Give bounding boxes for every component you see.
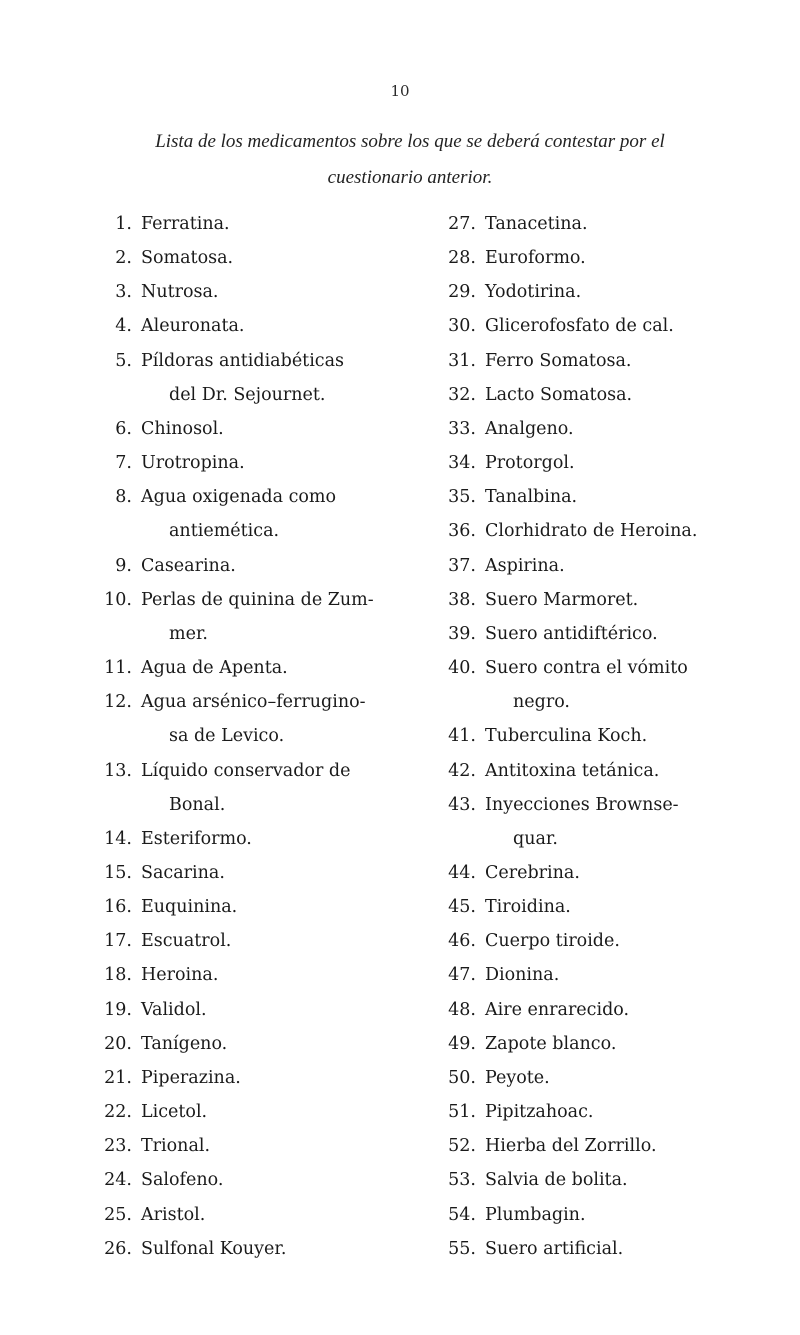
list-item	[94, 207, 434, 241]
item-text: Tanacetina.	[485, 214, 588, 234]
item-text: Aleuronata.	[141, 316, 245, 337]
item-number: 39.	[448, 623, 476, 644]
item-number: 34.	[448, 453, 476, 474]
item-text: Salofeno.	[141, 1170, 224, 1191]
item-number: 28.	[448, 248, 476, 269]
item-text: Dionina.	[485, 965, 560, 986]
item-number: 23.	[104, 1136, 132, 1157]
item-text: Perlas de quinina de Zum-	[141, 589, 374, 610]
item-text: Plumbagin.	[485, 1204, 586, 1225]
item-number: 14.	[104, 828, 132, 849]
item-number: 26.	[104, 1238, 132, 1259]
item-text: Escuatrol.	[141, 931, 232, 952]
item-number: 15.	[104, 862, 132, 883]
item-text: Sulfonal Kouyer.	[141, 1238, 287, 1259]
list-item	[438, 207, 798, 241]
list-item	[438, 719, 798, 753]
item-text: Hierba del Zorrillo.	[485, 1136, 657, 1157]
item-number: 53.	[448, 1170, 476, 1191]
item-number: 49.	[448, 1033, 476, 1054]
list-item	[438, 1129, 798, 1163]
item-number: 6.	[115, 418, 132, 439]
item-number: 11.	[104, 658, 132, 679]
list-item	[94, 617, 434, 651]
list-item	[94, 514, 434, 548]
item-number: 22.	[104, 1102, 132, 1123]
item-number: 48.	[448, 999, 476, 1020]
list-item	[94, 754, 434, 788]
item-text: negro.	[513, 692, 570, 713]
item-text: Cerebrina.	[485, 862, 580, 883]
item-text: Tuberculina Koch.	[485, 726, 648, 747]
item-text: Pipitzahoac.	[485, 1102, 594, 1123]
item-text: Peyote.	[485, 1067, 550, 1088]
item-number: 43.	[448, 794, 476, 815]
item-number	[94, 719, 141, 753]
item-text: Euroformo.	[485, 248, 586, 269]
item-text: Tiroidina.	[485, 897, 571, 918]
item-text: Aspirina.	[485, 555, 565, 576]
item-text: Agua oxigenada como	[141, 487, 337, 508]
item-number: 19.	[104, 999, 132, 1020]
item-text: Cuerpo tiroide.	[485, 931, 620, 952]
item-number: 46.	[448, 931, 476, 952]
item-number: 21.	[104, 1067, 132, 1088]
item-text: Urotropina.	[141, 453, 245, 474]
item-text: quar.	[513, 828, 558, 849]
list-item	[438, 412, 798, 446]
item-number	[438, 685, 485, 719]
list-item	[438, 958, 798, 992]
item-number: 17.	[104, 931, 132, 952]
list-item	[438, 480, 798, 514]
list-item	[438, 1061, 798, 1095]
item-number: 44.	[448, 862, 476, 883]
list-item	[438, 1163, 798, 1197]
list-item	[94, 890, 434, 924]
list-item	[94, 275, 434, 309]
item-text: Lacto Somatosa.	[485, 384, 633, 405]
list-item	[438, 549, 798, 583]
item-number: 29.	[448, 282, 476, 303]
list-item	[94, 1027, 434, 1061]
list-item	[94, 822, 434, 856]
list-item	[438, 685, 798, 719]
list-item	[94, 651, 434, 685]
list-item	[94, 241, 434, 275]
item-number: 27.	[448, 214, 476, 234]
item-text: Bonal.	[169, 794, 226, 815]
item-number: 33.	[448, 418, 476, 439]
list-item	[94, 685, 434, 719]
item-number: 2.	[115, 248, 132, 269]
list-item	[94, 788, 434, 822]
item-text: Suero contra el vómito	[485, 658, 688, 679]
list-item	[94, 958, 434, 992]
item-text: Ferro Somatosa.	[485, 350, 632, 371]
item-text: Protorgol.	[485, 453, 575, 474]
item-number: 51.	[448, 1102, 476, 1123]
item-number: 10.	[104, 589, 132, 610]
item-text: Validol.	[141, 999, 207, 1020]
item-number: 52.	[448, 1136, 476, 1157]
list-item	[438, 514, 798, 548]
list-item	[94, 856, 434, 890]
list-item	[94, 924, 434, 958]
item-number: 25.	[104, 1204, 132, 1225]
list-item	[438, 1095, 798, 1129]
title-line-1: Lista de los medicamentos sobre los que se deberá contestar por el	[155, 131, 665, 152]
list-item	[94, 1163, 434, 1197]
list-item	[438, 1232, 798, 1266]
item-number: 13.	[104, 760, 132, 781]
title-line-2: cuestionario anterior.	[327, 167, 493, 188]
item-number: 24.	[104, 1170, 132, 1191]
list-item	[94, 719, 434, 753]
item-number	[94, 617, 141, 651]
item-number: 4.	[115, 316, 132, 337]
item-text: del Dr. Sejournet.	[169, 384, 326, 405]
item-text: Casearina.	[141, 555, 236, 576]
list-item	[438, 856, 798, 890]
list-item	[94, 1061, 434, 1095]
item-text: Trional.	[141, 1136, 211, 1157]
item-number: 16.	[104, 897, 132, 918]
list-item	[94, 309, 434, 343]
item-text: Analgeno.	[485, 418, 574, 439]
list-item	[94, 446, 434, 480]
item-number: 18.	[104, 965, 132, 986]
item-number: 35.	[448, 487, 476, 508]
item-number: 8.	[115, 487, 132, 508]
item-text: Clorhidrato de Heroina.	[485, 521, 698, 542]
list-item	[438, 344, 798, 378]
item-text: Euquinina.	[141, 897, 238, 918]
item-number	[438, 822, 485, 856]
list-title	[100, 124, 720, 196]
list-item	[438, 924, 798, 958]
item-number: 38.	[448, 589, 476, 610]
item-number: 7.	[115, 453, 132, 474]
list-item	[438, 583, 798, 617]
item-text: Licetol.	[141, 1102, 208, 1123]
item-number: 9.	[115, 555, 132, 576]
list-item	[438, 446, 798, 480]
item-text: Salvia de bolita.	[485, 1170, 628, 1191]
left-column	[94, 207, 434, 1266]
item-text: Zapote blanco.	[485, 1033, 617, 1054]
list-item	[438, 241, 798, 275]
item-text: Esteriformo.	[141, 828, 252, 849]
item-text: Inyecciones Brownse-	[485, 794, 679, 815]
item-text: mer.	[169, 623, 208, 644]
list-item	[438, 275, 798, 309]
item-text: Tanalbina.	[485, 487, 578, 508]
item-text: sa de Levico.	[169, 726, 285, 747]
item-text: Agua arsénico–ferrugino-	[141, 692, 366, 713]
list-item	[438, 822, 798, 856]
item-text: Suero Marmoret.	[485, 589, 639, 610]
item-number: 47.	[448, 965, 476, 986]
list-item	[438, 617, 798, 651]
list-item	[94, 480, 434, 514]
item-text: Yodotirina.	[485, 282, 582, 303]
item-number: 55.	[448, 1238, 476, 1259]
item-text: Líquido conservador de	[141, 760, 351, 781]
list-item	[438, 1198, 798, 1232]
list-item	[438, 378, 798, 412]
item-number: 1.	[115, 214, 132, 234]
list-item	[438, 1027, 798, 1061]
item-number: 32.	[448, 384, 476, 405]
item-number: 31.	[448, 350, 476, 371]
list-item	[94, 378, 434, 412]
item-number	[94, 788, 141, 822]
list-item	[94, 412, 434, 446]
item-number: 3.	[115, 282, 132, 303]
list-item	[94, 1232, 434, 1266]
item-text: Somatosa.	[141, 248, 234, 269]
item-text: Aire enrarecido.	[485, 999, 630, 1020]
item-text: Nutrosa.	[141, 282, 219, 303]
item-text: Suero artificial.	[485, 1238, 624, 1259]
item-number: 30.	[448, 316, 476, 337]
item-number: 50.	[448, 1067, 476, 1088]
list-item	[94, 1129, 434, 1163]
item-number: 54.	[448, 1204, 476, 1225]
item-number: 20.	[104, 1033, 132, 1054]
item-number: 45.	[448, 897, 476, 918]
list-item	[94, 1095, 434, 1129]
list-item	[94, 993, 434, 1027]
list-item	[94, 549, 434, 583]
item-text: Glicerofosfato de cal.	[485, 316, 674, 337]
list-item	[94, 344, 434, 378]
list-item	[438, 788, 798, 822]
list-item	[438, 309, 798, 343]
item-text: Sacarina.	[141, 862, 225, 883]
item-text: Suero antidiftérico.	[485, 623, 658, 644]
list-item	[438, 890, 798, 924]
page-number: 10	[390, 82, 410, 100]
item-number: 36.	[448, 521, 476, 542]
item-number	[94, 378, 141, 412]
item-text: Píldoras antidiabéticas	[141, 350, 345, 371]
item-text: Aristol.	[141, 1204, 206, 1225]
list-item	[438, 754, 798, 788]
item-number: 40.	[448, 658, 476, 679]
item-text: antiemética.	[169, 521, 280, 542]
item-text: Chinosol.	[141, 418, 224, 439]
item-number: 5.	[115, 350, 132, 371]
item-text: Antitoxina tetánica.	[485, 760, 660, 781]
item-number: 37.	[448, 555, 476, 576]
item-number: 41.	[448, 726, 476, 747]
item-number: 12.	[104, 692, 132, 713]
list-item	[438, 993, 798, 1027]
list-item	[94, 1198, 434, 1232]
right-column	[438, 207, 798, 1266]
item-text: Heroina.	[141, 965, 219, 986]
item-text: Piperazina.	[141, 1067, 241, 1088]
item-text: Ferratina.	[141, 214, 230, 234]
item-number	[94, 514, 141, 548]
item-text: Tanígeno.	[141, 1033, 228, 1054]
item-text: Agua de Apenta.	[141, 658, 288, 679]
list-item	[94, 583, 434, 617]
item-number: 42.	[448, 760, 476, 781]
list-item	[438, 651, 798, 685]
